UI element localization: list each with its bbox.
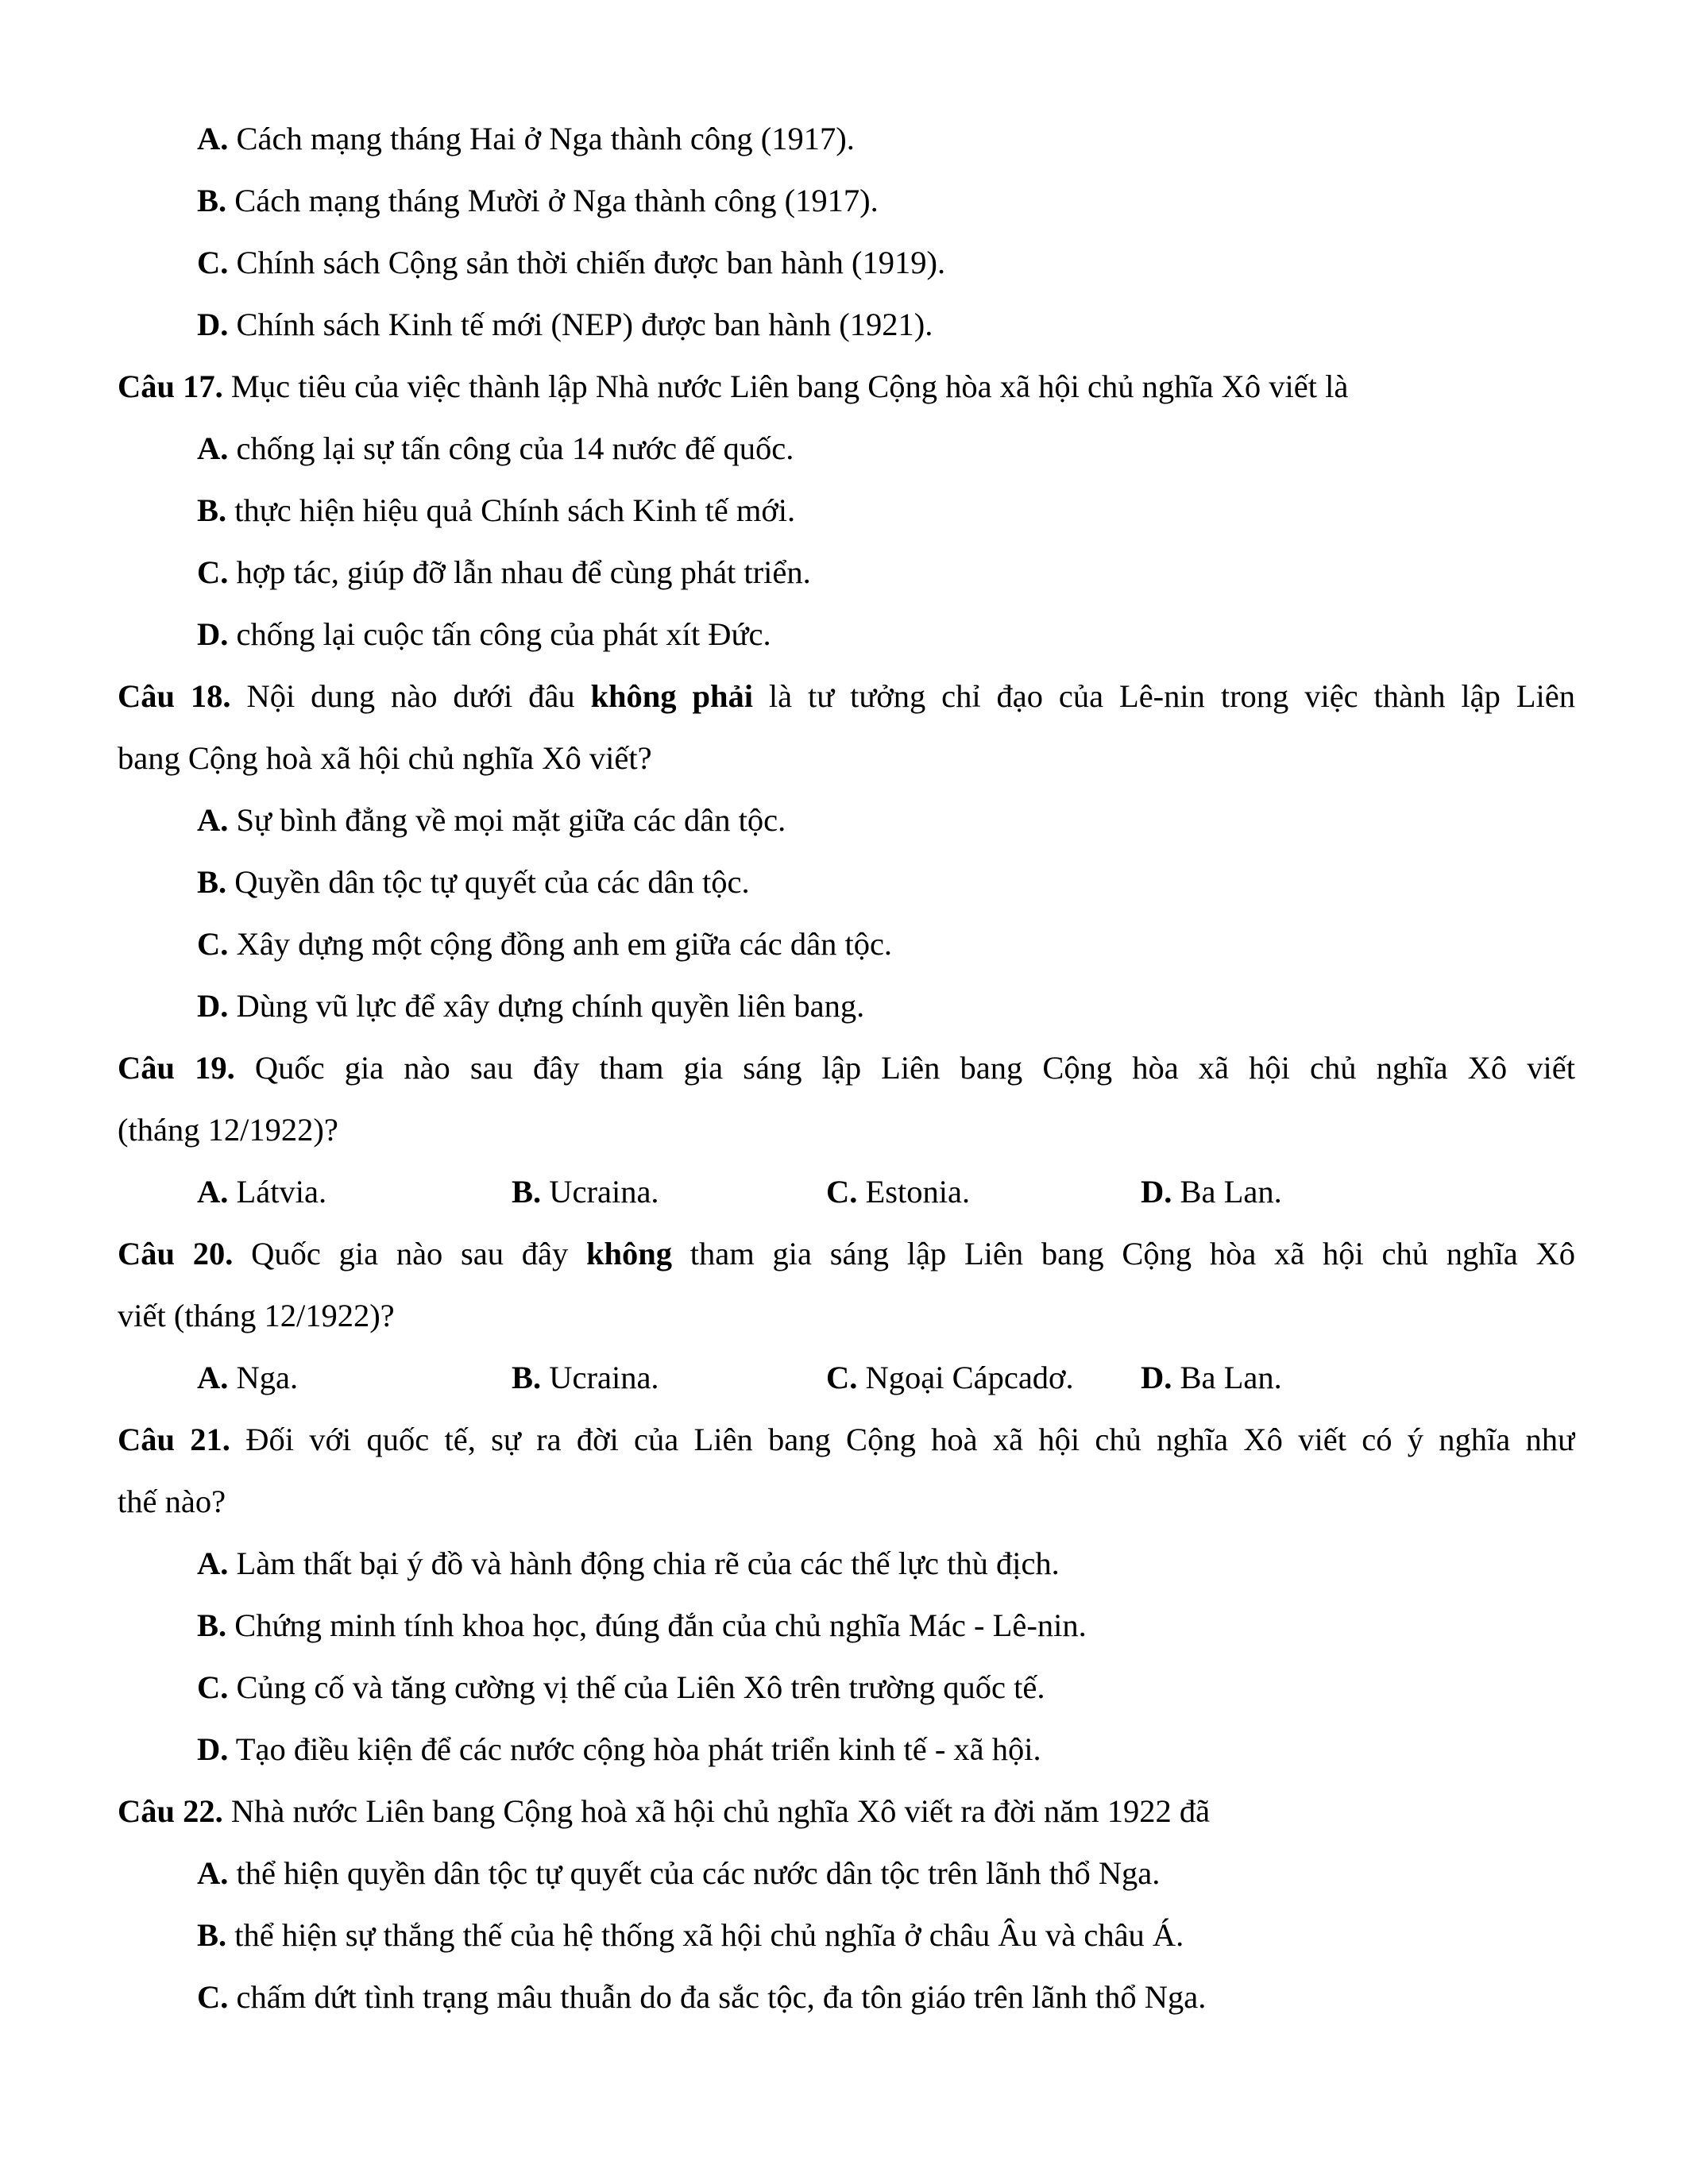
option-b: B. Chứng minh tính khoa học, đúng đắn của chủ nghĩa Mác - Lê-nin.: [197, 1607, 1087, 1643]
question-18: [118, 666, 1575, 1037]
question-20: [118, 1223, 1575, 1409]
option-c: C. hợp tác, giúp đỡ lẫn nhau để cùng phát triển.: [197, 554, 811, 590]
question-17: [118, 356, 1575, 666]
option-d: D. chống lại cuộc tấn công của phát xít Đức.: [197, 616, 771, 652]
option-d: D. Ba Lan.: [1141, 1174, 1282, 1210]
option-b: B. Cách mạng tháng Mười ở Nga thành công (1917).: [197, 183, 879, 218]
option-c: C. chấm dứt tình trạng mâu thuẫn do đa sắc tộc, đa tôn giáo trên lãnh thổ Nga.: [197, 1979, 1207, 2015]
option-c: C. Ngoại Cápcadơ.: [826, 1360, 1074, 1395]
option-b: B. Ucraina.: [512, 1360, 659, 1395]
option-a: A. Látvia.: [197, 1174, 327, 1210]
question-stem: Câu 19. Quốc gia nào sau đây tham gia sáng lập Liên bang Cộng hòa xã hội chủ nghĩa Xô viết: [118, 1050, 1575, 1086]
question-stem: Câu 21. Đối với quốc tế, sự ra đời của Liên bang Cộng hoà xã hội chủ nghĩa Xô viết có ý nghĩa như: [118, 1422, 1575, 1457]
option-b: B. Ucraina.: [512, 1174, 659, 1210]
question-stem: Câu 17. Mục tiêu của việc thành lập Nhà nước Liên bang Cộng hòa xã hội chủ nghĩa Xô viết là: [118, 369, 1349, 404]
option-a: A. Cách mạng tháng Hai ở Nga thành công (1917).: [197, 121, 855, 156]
option-d: D. Dùng vũ lực để xây dựng chính quyền liên bang.: [197, 988, 865, 1024]
question-22: [118, 1781, 1575, 2028]
option-c: C. Củng cố và tăng cường vị thế của Liên Xô trên trường quốc tế.: [197, 1669, 1045, 1705]
option-d: D. Tạo điều kiện để các nước cộng hòa phát triển kinh tế - xã hội.: [197, 1731, 1041, 1767]
option-a: A. thể hiện quyền dân tộc tự quyết của các nước dân tộc trên lãnh thổ Nga.: [197, 1855, 1161, 1891]
question-stem: Câu 20. Quốc gia nào sau đây không tham gia sáng lập Liên bang Cộng hòa xã hội chủ nghĩa Xô: [118, 1236, 1575, 1271]
option-c: C. Chính sách Cộng sản thời chiến được ban hành (1919).: [197, 245, 946, 280]
option-b: B. thể hiện sự thắng thế của hệ thống xã hội chủ nghĩa ở châu Âu và châu Á.: [197, 1917, 1184, 1953]
option-b: B. Quyền dân tộc tự quyết của các dân tộc.: [197, 864, 750, 900]
option-c: C. Estonia.: [826, 1174, 971, 1210]
question-19: [118, 1037, 1575, 1223]
option-a: A. Sự bình đẳng về mọi mặt giữa các dân tộc.: [197, 802, 786, 838]
options-row: [118, 1347, 1575, 1409]
option-c: C. Xây dựng một cộng đồng anh em giữa các dân tộc.: [197, 926, 893, 962]
option-a: A. Làm thất bại ý đồ và hành động chia rẽ của các thế lực thù địch.: [197, 1545, 1060, 1581]
option-d: D. Chính sách Kinh tế mới (NEP) được ban hành (1921).: [197, 307, 933, 342]
question-16-options: [118, 108, 1575, 356]
option-a: A. Nga.: [197, 1360, 299, 1395]
question-stem-continued: (tháng 12/1922)?: [118, 1112, 338, 1148]
question-stem-continued: bang Cộng hoà xã hội chủ nghĩa Xô viết?: [118, 740, 652, 776]
question-stem-continued: viết (tháng 12/1922)?: [118, 1298, 395, 1333]
option-d: D. Ba Lan.: [1141, 1360, 1282, 1395]
question-stem-continued: thế nào?: [118, 1484, 226, 1519]
option-b: B. thực hiện hiệu quả Chính sách Kinh tế mới.: [197, 492, 796, 528]
question-stem: Câu 18. Nội dung nào dưới đâu không phải là tư tưởng chỉ đạo của Lê-nin trong việc thành lập Liên: [118, 678, 1575, 714]
option-a: A. chống lại sự tấn công của 14 nước đế quốc.: [197, 430, 794, 466]
question-stem: Câu 22. Nhà nước Liên bang Cộng hoà xã hội chủ nghĩa Xô viết ra đời năm 1922 đã: [118, 1793, 1211, 1829]
question-21: [118, 1409, 1575, 1781]
exam-page: [118, 108, 1575, 2028]
options-row: [118, 1161, 1575, 1223]
